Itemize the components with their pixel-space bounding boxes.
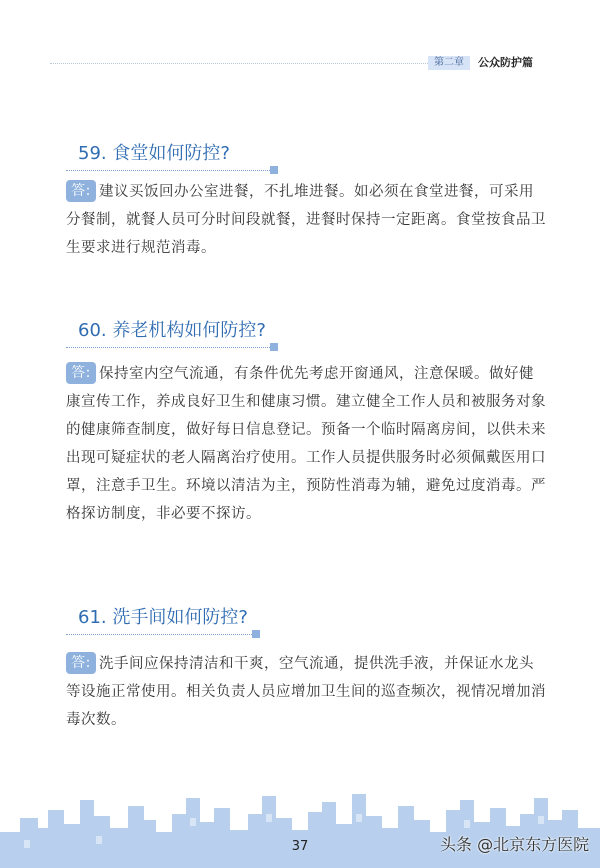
corner-marker xyxy=(252,630,260,638)
answer-badge: 答: xyxy=(66,362,96,384)
answer-badge: 答: xyxy=(66,652,96,674)
answer-text: 保持室内空气流通，有条件优先考虑开窗通风，注意保暖。做好健康宣传工作，养成良好卫生和健康习惯。建立健全工作人员和被服务对象的健康筛查制度，做好每日信息登记。预备一个临时隔离房间，以供未来出现可疑症状的老人隔离治疗使用。工作人员提供服务时必须佩戴医用口罩，注意手卫生。环境以清洁为主，预防性消毒为辅，避免过度消毒。严格探访制度，非必要不探访。 xyxy=(66,366,546,522)
corner-marker xyxy=(270,343,278,351)
question-underline xyxy=(66,634,256,635)
answer-61 xyxy=(66,650,546,734)
section-title: 公众防护篇 xyxy=(478,56,533,69)
question-underline xyxy=(66,347,276,348)
answer-text: 洗手间应保持清洁和干爽，空气流通，提供洗手液，并保证水龙头等设施正常使用。相关负责人员应增加卫生间的巡查频次，视情况增加消毒次数。 xyxy=(66,656,546,728)
chapter-label: 第二章 xyxy=(428,56,470,70)
answer-60 xyxy=(66,360,546,528)
answer-text: 建议买饭回办公室进餐，不扎堆进餐。如必须在食堂进餐，可采用分餐制，就餐人员可分时间段就餐，进餐时保持一定距离。食堂按食品卫生要求进行规范消毒。 xyxy=(66,184,546,256)
header-rule xyxy=(50,63,428,64)
watermark: 头条 @北京东方医院 xyxy=(440,835,590,854)
question-title-60: 60. 养老机构如何防控? xyxy=(78,320,266,341)
answer-badge: 答: xyxy=(66,180,96,202)
question-underline xyxy=(66,170,276,171)
corner-marker xyxy=(270,166,278,174)
page-number: 37 xyxy=(291,839,309,854)
answer-59 xyxy=(66,178,546,262)
question-title-59: 59. 食堂如何防控? xyxy=(78,143,230,164)
question-title-61: 61. 洗手间如何防控? xyxy=(78,607,248,628)
